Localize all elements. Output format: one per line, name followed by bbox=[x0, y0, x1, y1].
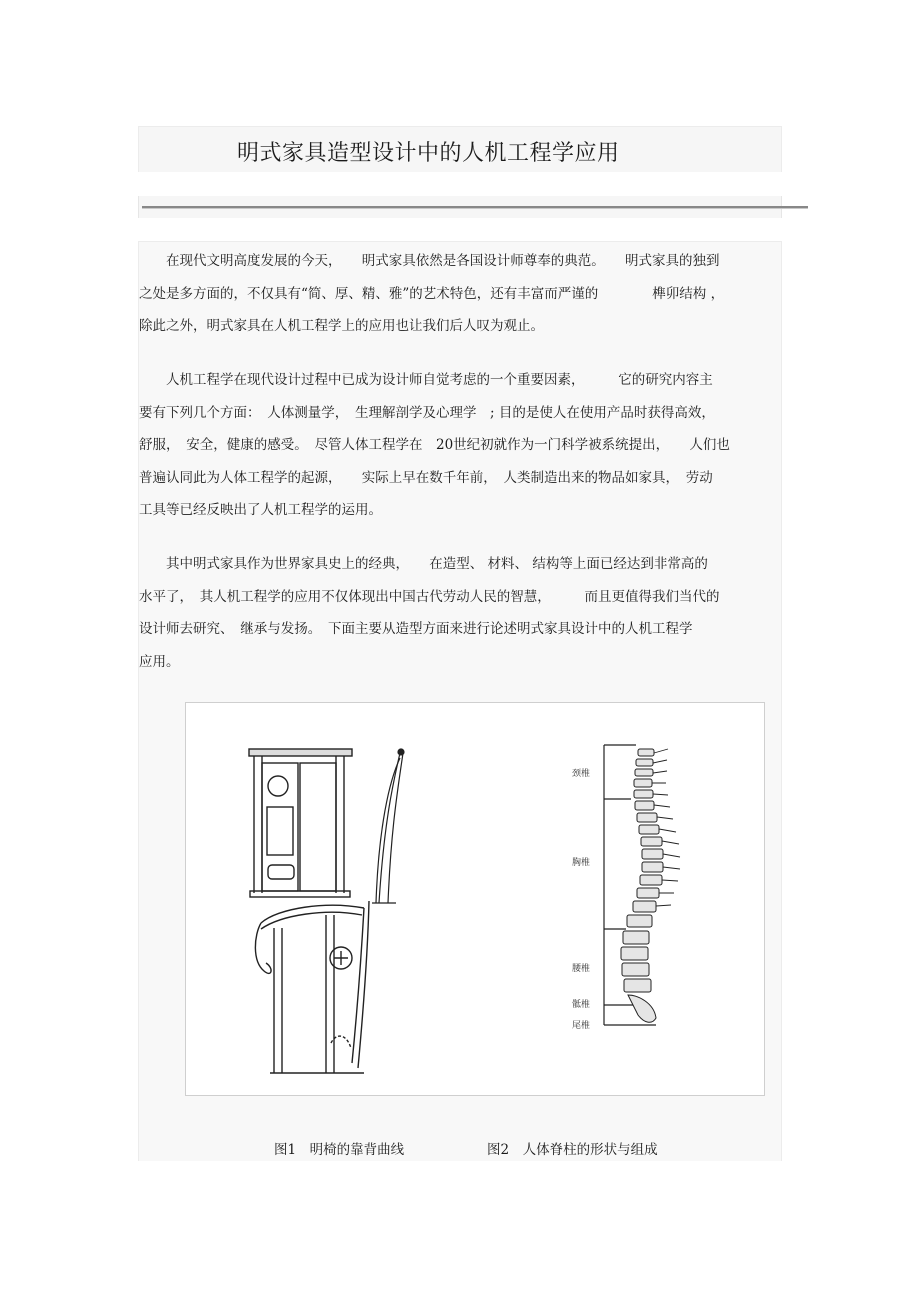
paragraph-line: 水平了， 其人机工程学的应用不仅体现出中国古代劳动人民的智慧， 而且更值得我们当代的 bbox=[139, 588, 720, 605]
spine-label-thoracic: 胸椎 bbox=[572, 858, 591, 868]
spine-label-sacral: 骶椎 bbox=[572, 1000, 591, 1010]
paragraph-line: 工具等已经反映出了人机工程学的运用。 bbox=[139, 502, 382, 518]
figure-2-caption: 图2 人体脊柱的形状与组成 bbox=[487, 1142, 658, 1158]
paragraph-line: 应用。 bbox=[139, 653, 180, 670]
figure-illustration bbox=[186, 703, 766, 1097]
vertebrae-column bbox=[621, 749, 663, 1022]
spine-label-cervical: 颈椎 bbox=[572, 769, 591, 779]
document-title: 明式家具造型设计中的人机工程学应用 bbox=[237, 141, 620, 166]
paragraph-1 bbox=[139, 245, 781, 343]
paragraph-line: 之处是多方面的，不仅具有“简、厚、精、雅”的艺术特色，还有丰富而严谨的 榫卯结构 ， bbox=[139, 285, 725, 302]
paragraph-line: 其中明式家具作为世界家具史上的经典， 在造型、 材料、 结构等上面已经达到非常高的 bbox=[139, 556, 708, 572]
paragraph-line: 除此之外，明式家具在人机工程学上的应用也让我们后人叹为观止。 bbox=[139, 318, 544, 334]
paragraph-line: 在现代文明高度发展的今天， 明式家具依然是各国设计师尊奉的典范。 明式家具的独到 bbox=[139, 253, 720, 269]
title-band bbox=[138, 126, 782, 172]
paragraph-line: 要有下列几个方面： 人体测量学， 生理解剖学及心理学 ; 目的是使人在使用产品时获得高效， bbox=[139, 404, 715, 421]
paragraph-line: 设计师去研究、 继承与发扬。 下面主要从造型方面来进行论述明式家具设计中的人机工程学 bbox=[139, 621, 693, 637]
paragraph-2 bbox=[139, 364, 781, 527]
armchair-drawing bbox=[255, 901, 369, 1073]
spine-label-lumbar: 腰椎 bbox=[572, 964, 591, 974]
figure-1-caption: 图1 明椅的靠背曲线 bbox=[274, 1142, 405, 1158]
horizontal-rule bbox=[142, 206, 808, 209]
paragraph-line: 人机工程学在现代设计过程中已成为设计师自觉考虑的一个重要因素， 它的研究内容主 bbox=[139, 372, 713, 388]
spine-label-coccyx: 尾椎 bbox=[572, 1021, 591, 1031]
paragraph-3 bbox=[139, 548, 781, 678]
paragraph-line: 舒服， 安全，健康的感受。 尽管人体工程学在 20世纪初就作为一门科学被系统提出， 人们也 bbox=[139, 437, 730, 453]
chair-front-view-drawing bbox=[249, 749, 352, 897]
spine-diagram bbox=[572, 745, 680, 1031]
figure-image bbox=[185, 702, 765, 1096]
paragraph-line: 普遍认同此为人体工程学的起源， 实际上早在数千年前， 人类制造出来的物品如家具， 劳动 bbox=[139, 469, 713, 486]
backrest-profile-drawing bbox=[372, 749, 404, 903]
